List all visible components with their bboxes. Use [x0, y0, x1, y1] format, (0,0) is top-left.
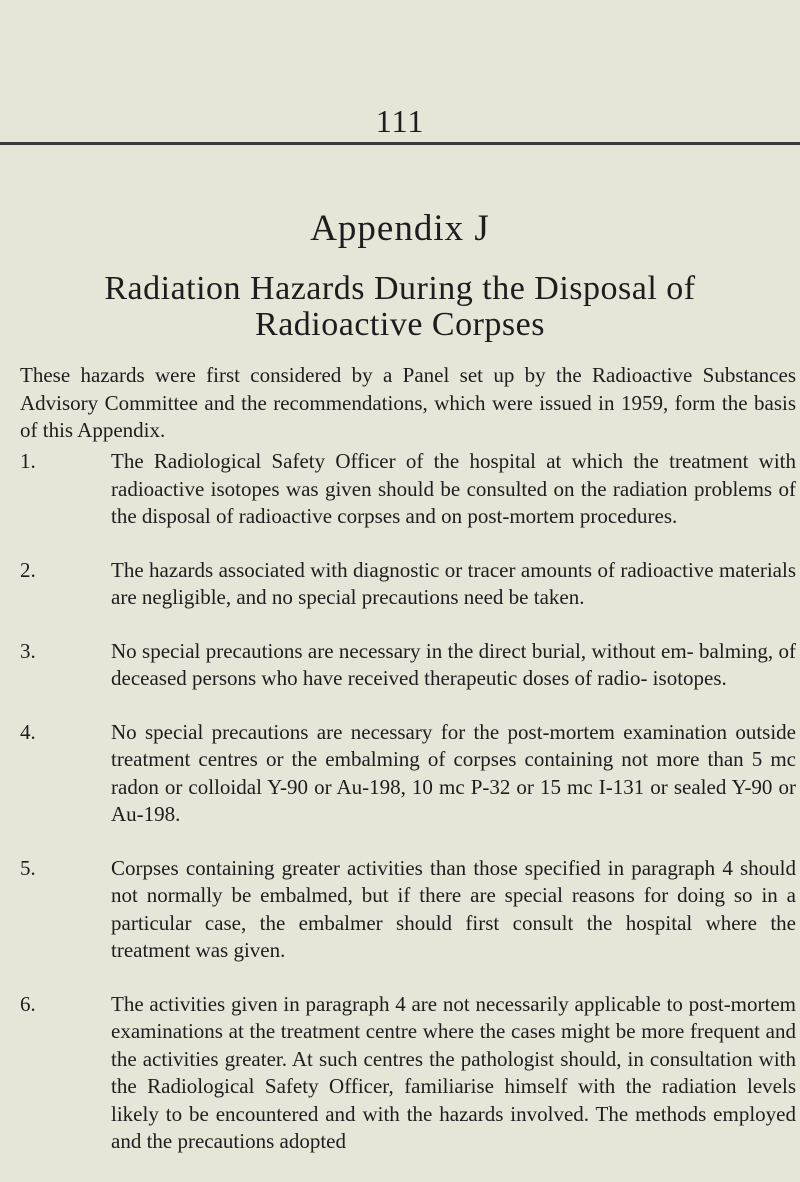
paragraph-number: 6.	[20, 991, 36, 1016]
paragraph-number: 1.	[20, 449, 36, 473]
paragraph-text: The hazards associated with diagnostic or tracer amounts of radioactive materials are negligible, and no special precautions need be taken.	[111, 557, 796, 609]
intro-paragraph: These hazards were first considered by a Panel set up by the Radioactive Substances Advisory Committee and the recommendations, which were issued in 1959, form the basis of this Appendix.	[20, 363, 796, 442]
paragraph-text: No special precautions are necessary for the post-mortem examination outside treatment centres or the embalming of corpses containing not more than 5 mc radon or colloidal Y-90 or Au-198, 10 mc P-32 or 15 mc I-131 or sealed Y-90 or Au-198.	[111, 719, 796, 826]
paragraph-item	[20, 448, 796, 531]
paragraph-text: No special precautions are necessary in the direct burial, without em- balming, of deceased persons who have received therapeutic doses of radio- isotopes.	[111, 638, 796, 690]
paragraph-number: 5.	[20, 855, 36, 880]
paragraph-number: 3.	[20, 638, 36, 663]
header-rule	[0, 142, 800, 145]
page-number: 111	[375, 103, 425, 139]
paragraph-text: Corpses containing greater activities than those specified in paragraph 4 should not normally be embalmed, but if there are special reasons for doing so in a particular case, the embalmer should first consult the hospital where the treatment was given.	[111, 855, 796, 962]
document-title	[0, 271, 800, 343]
appendix-title: Appendix J	[310, 208, 490, 249]
paragraph-item	[20, 638, 796, 693]
paragraph-number: 4.	[20, 719, 36, 744]
paragraph-text: The activities given in paragraph 4 are not necessarily applicable to post-mortem examinations at the treatment centre where the cases might be more frequent and the activities greater. At such centres the pathologist should, in consultation with the Radiological Safety Officer, familiarise himself with the radiation levels likely to be encountered and with the hazards involved. The methods employed and the precautions adopted	[111, 991, 796, 1153]
title-line: Radioactive Corpses	[255, 306, 545, 343]
paragraph-item	[20, 557, 796, 612]
paragraph-item	[20, 719, 796, 829]
paragraph-item	[20, 855, 796, 965]
paragraph-item	[20, 991, 796, 1156]
numbered-paragraphs	[20, 448, 796, 1182]
paragraph-number: 2.	[20, 557, 36, 582]
title-line: Radiation Hazards During the Disposal of	[104, 270, 696, 307]
paragraph-text: The Radiological Safety Officer of the hospital at which the treatment with radioactive isotopes was given should be consulted on the radiation problems of the disposal of radioactive corpses and on post-mortem procedures.	[111, 449, 796, 528]
